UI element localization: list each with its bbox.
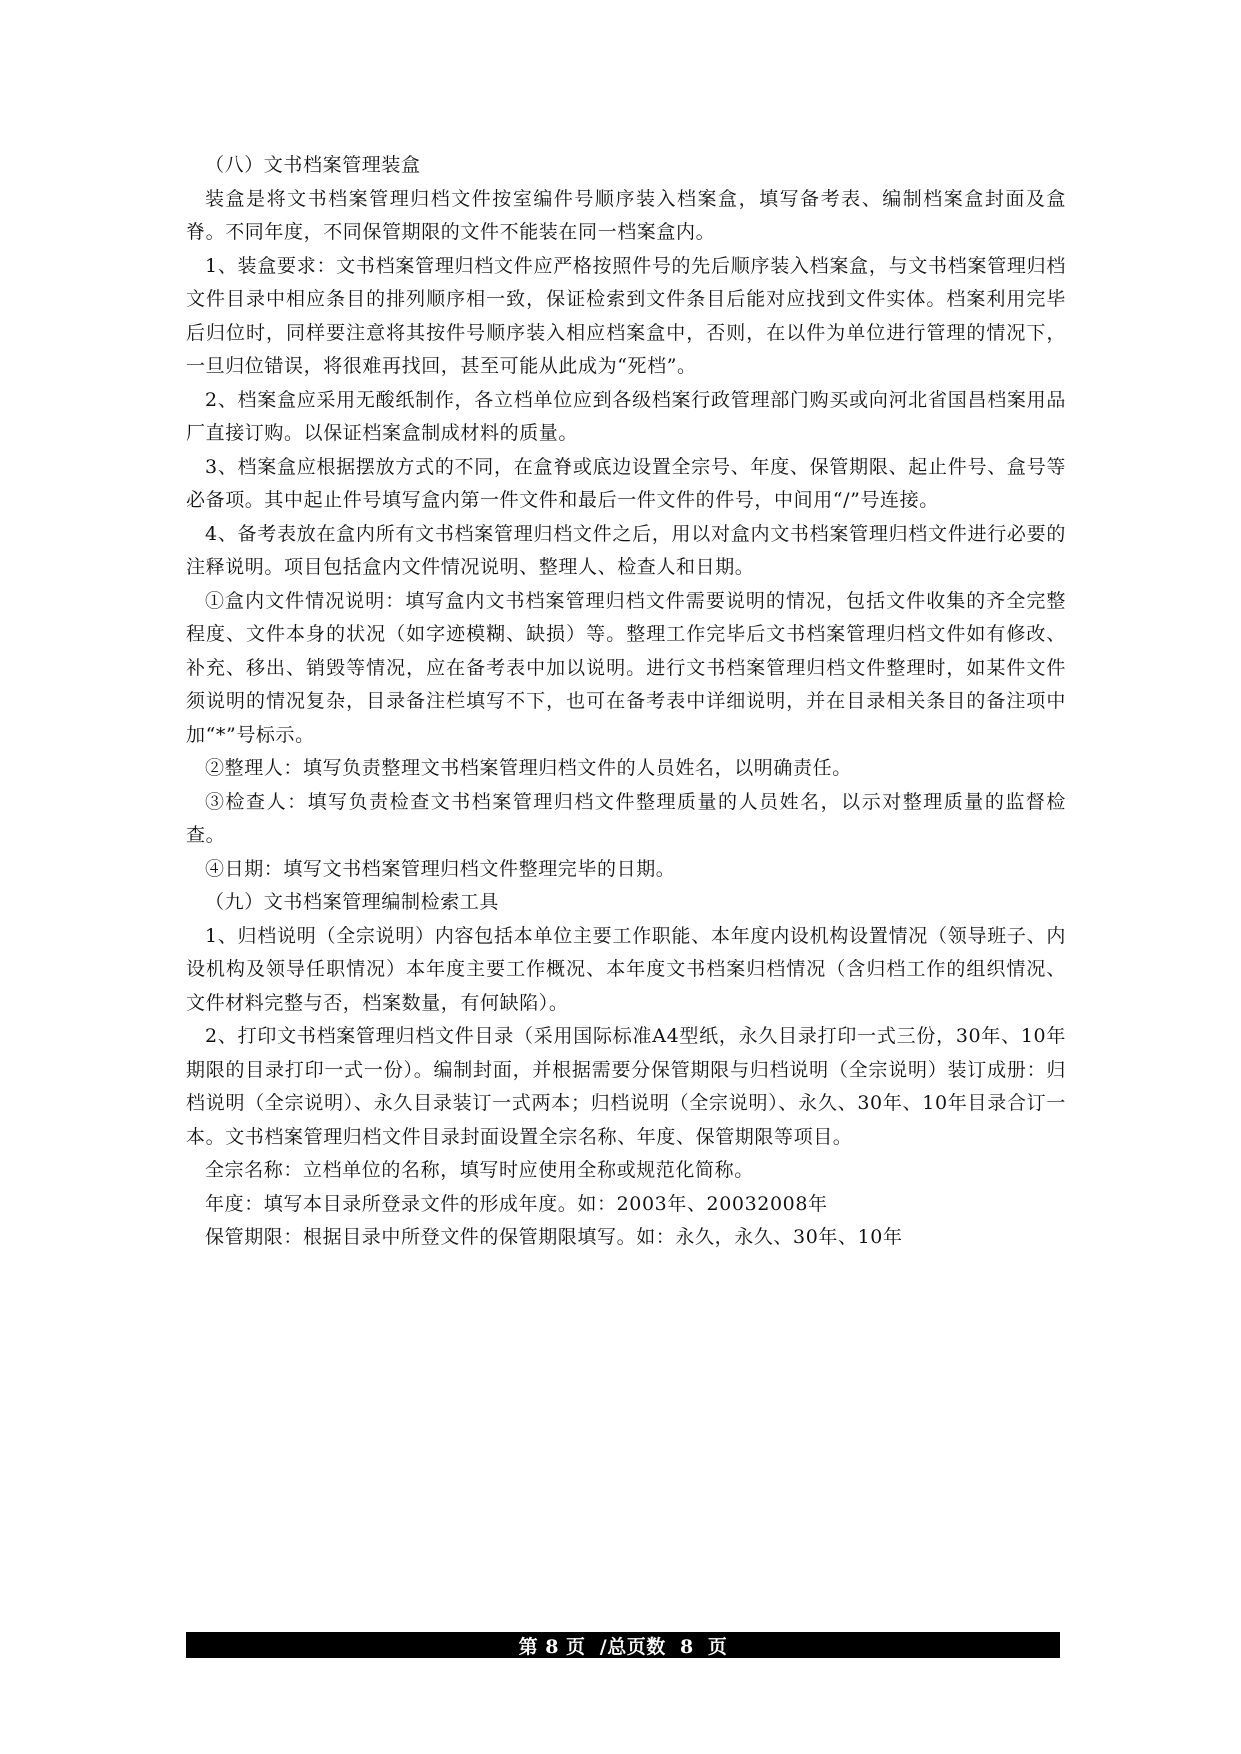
paragraph: 全宗名称：立档单位的名称，填写时应使用全称或规范化简称。	[205, 1159, 754, 1181]
paragraph: 1、装盒要求：文书档案管理归档文件应严格按照件号的先后顺序装入档案盒，与文书档案管理归档文件目录中相应条目的排列顺序相一致，保证检索到文件条目后能对应找到文件实体。档案利用完毕后归位时，同样要注意将其按件号顺序装入相应档案盒中，否则，在以件为单位进行管理的情况下，一旦归位错误，将很难再找回，甚至可能从此成为“死档”。	[186, 254, 1066, 377]
paragraph: ③检查人：填写负责检查文书档案管理归档文件整理质量的人员姓名，以示对整理质量的监督检查。	[186, 790, 1066, 846]
paragraph: ④日期：填写文书档案管理归档文件整理完毕的日期。	[205, 857, 676, 880]
section-heading-8: （八）文书档案管理装盒	[205, 154, 421, 176]
paragraph: 年度：填写本目录所登录文件的形成年度。如：2003年、20032008年	[205, 1192, 828, 1215]
paragraph: ②整理人：填写负责整理文书档案管理归档文件的人员姓名，以明确责任。	[205, 757, 852, 779]
paragraph: 2、打印文书档案管理归档文件目录（采用国际标准A4型纸，永久目录打印一式三份，30年、10年期限的目录打印一式一份）。编制封面，并根据需要分保管期限与归档说明（全宗说明）装订成册：归档说明（全宗说明）、永久目录装订一式两本；归档说明（全宗说明）、永久、30年、10年目录合订一本。文书档案管理归档文件目录封面设置全宗名称、年度、保管期限等项目。	[186, 1025, 1066, 1148]
paragraph: 3、档案盒应根据摆放方式的不同，在盒脊或底边设置全宗号、年度、保管期限、起止件号、盒号等必备项。其中起止件号填写盒内第一件文件和最后一件文件的件号，中间用“/”号连接。	[186, 455, 1066, 511]
paragraph: 装盒是将文书档案管理归档文件按室编件号顺序装入档案盒，填写备考表、编制档案盒封面及盒脊。不同年度，不同保管期限的文件不能装在同一档案盒内。	[186, 187, 1066, 243]
page-number-label: 第 8 页 /总页数 8 页	[518, 1635, 728, 1658]
page-footer-bar	[186, 1632, 1060, 1658]
paragraph: 4、备考表放在盒内所有文书档案管理归档文件之后，用以对盒内文书档案管理归档文件进行必要的注释说明。项目包括盒内文件情况说明、整理人、检查人和日期。	[186, 522, 1066, 578]
paragraph: ①盒内文件情况说明：填写盒内文书档案管理归档文件需要说明的情况，包括文件收集的齐全完整程度、文件本身的状况（如字迹模糊、缺损）等。整理工作完毕后文书档案管理归档文件如有修改、补充、移出、销毁等情况，应在备考表中加以说明。进行文书档案管理归档文件整理时，如某件文件须说明的情况复杂，目录备注栏填写不下，也可在备考表中详细说明，并在目录相关条目的备注项中加“*”号标示。	[186, 589, 1066, 746]
paragraph: 2、档案盒应采用无酸纸制作，各立档单位应到各级档案行政管理部门购买或向河北省国昌档案用品厂直接订购。以保证档案盒制成材料的质量。	[186, 388, 1066, 444]
paragraph: 保管期限：根据目录中所登文件的保管期限填写。如：永久，永久、30年、10年	[205, 1226, 903, 1248]
document-body	[186, 149, 1066, 1255]
section-heading-9: （九）文书档案管理编制检索工具	[205, 891, 500, 913]
paragraph: 1、归档说明（全宗说明）内容包括本单位主要工作职能、本年度内设机构设置情况（领导班子、内设机构及领导任职情况）本年度主要工作概况、本年度文书档案归档情况（含归档工作的组织情况、文件材料完整与否，档案数量，有何缺陷）。	[186, 924, 1066, 1014]
